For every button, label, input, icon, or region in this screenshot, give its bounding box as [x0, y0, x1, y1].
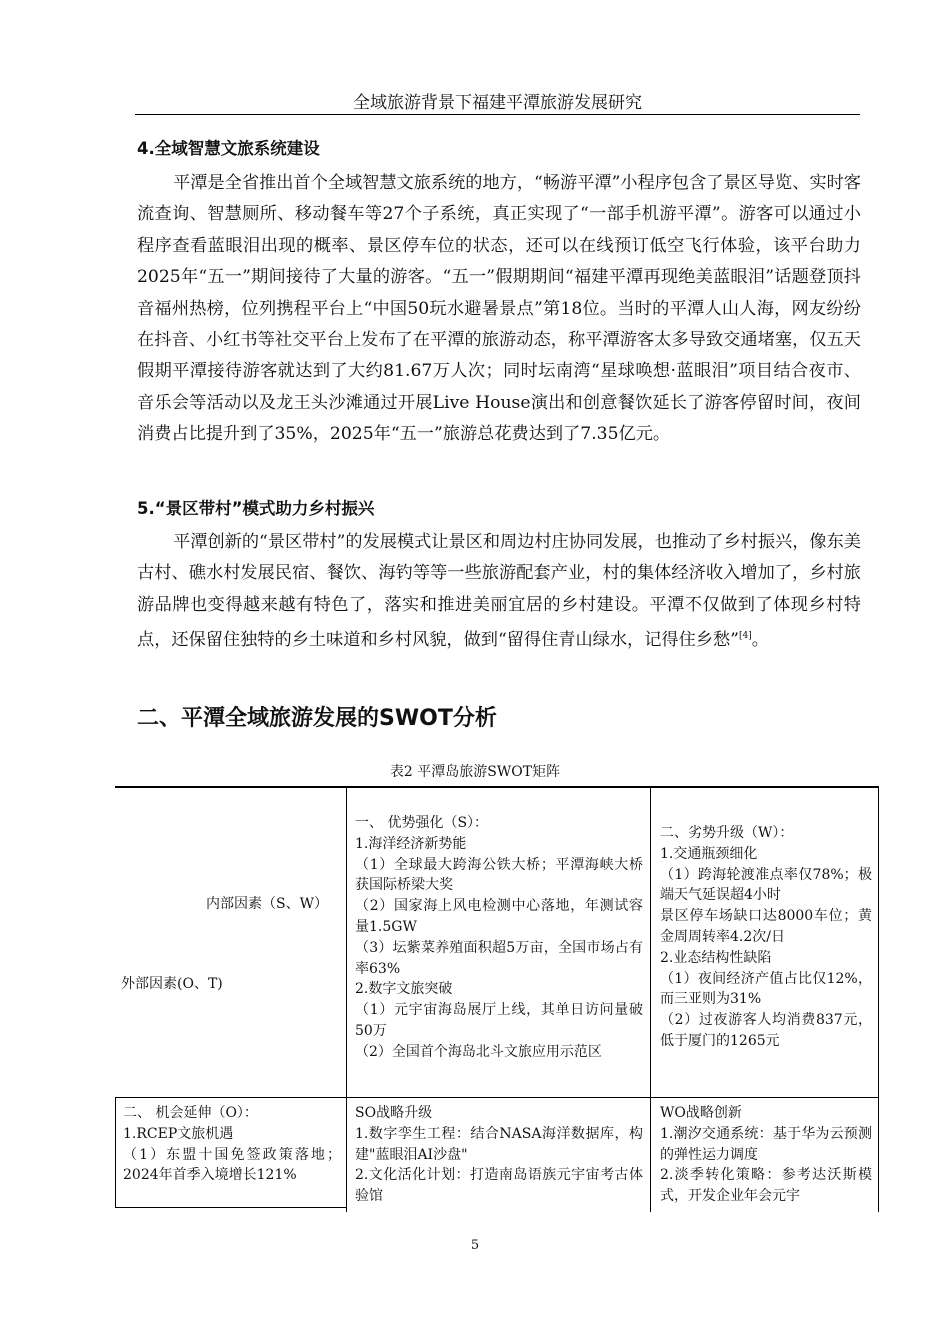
w-line: 二、劣势升级（W）：: [660, 825, 794, 841]
w-line: 2.业态结构性缺陷: [660, 949, 772, 966]
table-cell-wo-strategy: [660, 1103, 872, 1207]
running-header: 全域旅游背景下福建平潭旅游发展研究: [353, 93, 642, 113]
w-line: （1）跨海轮渡准点率仅78%；极端天气延误超4小时: [660, 866, 872, 904]
chapter-heading: 二、平潭全域旅游发展的SWOT分析: [137, 706, 497, 731]
citation-ref[interactable]: [4]: [738, 631, 752, 642]
page-number: 5: [470, 1238, 480, 1253]
w-line: 1.交通瓶颈细化: [660, 845, 758, 862]
so-line: 1.数字孪生工程：结合NASA海洋数据库，构建"蓝眼泪AI沙盘": [355, 1125, 643, 1163]
s-line: 2.数字文旅突破: [355, 981, 453, 998]
wo-line: 2.淡季转化策略：参考达沃斯模式，开发企业年会元宇: [660, 1167, 872, 1205]
header-rule: [135, 114, 860, 115]
table-cell-strengths: [355, 813, 643, 1063]
table-corner-external: 外部因素(O、T): [121, 976, 223, 992]
w-line: （2）过夜游客人均消费837元，低于厦门的1265元: [660, 1012, 872, 1049]
table-cell-opportunities: [123, 1103, 341, 1186]
section-5-heading: 5.“景区带村”模式助力乡村振兴: [137, 499, 375, 518]
so-line: SO战略升级: [355, 1105, 433, 1121]
o-line: 1.RCEP文旅机遇: [123, 1125, 234, 1142]
table-caption: 表2 平潭岛旅游SWOT矩阵: [389, 764, 561, 780]
s-line: 一、 优势强化（S）：: [355, 815, 489, 831]
table-cell-weaknesses: [660, 823, 872, 1052]
s-line: （2）全国首个海岛北斗文旅应用示范区: [355, 1043, 602, 1060]
section-4-heading: 4.全域智慧文旅系统建设: [137, 139, 320, 158]
section-5-text: 平潭创新的“景区带村”的发展模式让景区和周边村庄协同发展，也推动了乡村振兴，像东美古村、礁水村发展民宿、餐饮、海钓等等一些旅游配套产业，村的集体经济收入增加了，乡村旅游品牌也变得越来越有特色了，落实和推进美丽宜居的乡村建设。平潭不仅做到了体现乡村特点，还保留住独特的乡土味道和乡村风貌，做到“留得住青山绿水，记得住乡愁”: [137, 532, 861, 651]
s-line: 1.海洋经济新势能: [355, 835, 467, 852]
table-right-rule: [878, 786, 879, 1212]
s-line: （3）坛紫菜养殖面积超5万亩，全国市场占有率63%: [355, 939, 643, 977]
section-4-paragraph: 平潭是全省推出首个全域智慧文旅系统的地方，“畅游平潭”小程序包含了景区导览、实时客流查询、智慧厕所、移动餐车等27个子系统，真正实现了“一部手机游平潭”。游客可以通过小程序查看蓝眼泪出现的概率、景区停车位的状态，还可以在线预订低空飞行体验，该平台助力2025年“五一”期间接待了大量的游客。“五一”假期期间“福建平潭再现绝美蓝眼泪”话题登顶抖音福州热榜，位列携程平台上“中国50玩水避暑景点”第18位。当时的平潭人山人海，网友纷纷在抖音、小红书等社交平台上发布了在平潭的旅游动态，称平潭游客太多导致交通堵塞，仅五天假期平潭接待游客就达到了大约81.67万人次；同时坛南湾“星球唤想·蓝眼泪”项目结合夜市、音乐会等活动以及龙王头沙滩通过开展Live House演出和创意餐饮延长了游客停留时间，夜间消费占比提升到了35%，2025年“五一”旅游总花费达到了7.35亿元。: [137, 173, 861, 445]
s-line: （2）国家海上风电检测中心落地，年测试容量1.5GW: [355, 898, 643, 935]
table-cell-so-strategy: [355, 1103, 643, 1207]
s-line: （1）全球最大跨海公铁大桥；平潭海峡大桥获国际桥梁大奖: [355, 856, 643, 894]
w-line: （1）夜间经济产值占比仅12%，而三亚则为31%: [660, 970, 872, 1008]
w-line: 景区停车场缺口达8000车位；黄金周周转率4.2次/日: [660, 908, 872, 945]
table-col-rule-2: [650, 786, 651, 1212]
table-cell-bottom-rule: [115, 1207, 346, 1208]
section-5-paragraph: [137, 527, 861, 657]
table-row-rule: [115, 1097, 879, 1098]
table-top-rule: [115, 786, 879, 788]
wo-line: WO战略创新: [660, 1105, 742, 1121]
s-line: （1）元宇宙海岛展厅上线，其单日访问量破50万: [355, 1002, 643, 1039]
section-5-tail: 。: [751, 630, 769, 651]
table-left-rule: [115, 1097, 116, 1207]
table-corner-internal: 内部因素（S、W）: [206, 896, 328, 912]
so-line: 2.文化活化计划：打造南岛语族元宇宙考古体验馆: [355, 1167, 643, 1205]
o-line: （1）东盟十国免签政策落地；2024年首季入境增长121%: [123, 1146, 341, 1184]
o-line: 二、 机会延伸（O）：: [123, 1105, 258, 1121]
wo-line: 1.潮汐交通系统：基于华为云预测的弹性运力调度: [660, 1125, 872, 1163]
table-col-rule-1: [346, 786, 347, 1212]
